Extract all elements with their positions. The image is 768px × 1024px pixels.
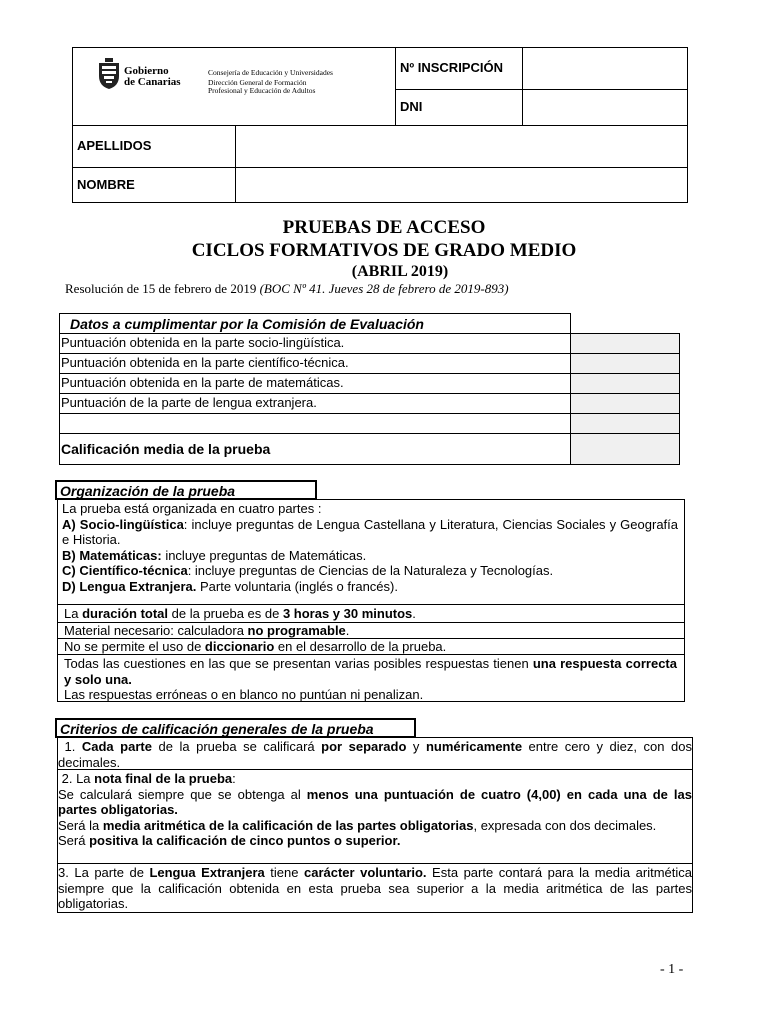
organization-note: Las respuestas erróneas o en blanco no puntúan ni penalizan. xyxy=(64,687,424,702)
organization-duration: La duración total de la prueba es de 3 horas y 30 minutos. xyxy=(64,606,416,621)
inscripcion-field[interactable] xyxy=(524,49,686,88)
org-part-a: A) Socio-lingüística: incluye preguntas de Lengua Castellana y Literatura, Ciencias Sociales y Geografía e Historia. xyxy=(62,516,678,547)
eval-score-4[interactable] xyxy=(570,393,680,414)
header-hline-2 xyxy=(72,125,688,126)
eval-row-1 xyxy=(59,333,571,354)
criteria-2-positive: Será positiva la calificación de cinco puntos o superior. xyxy=(58,833,401,848)
nombre-field[interactable] xyxy=(237,169,686,202)
eval-row-4-label: Puntuación de la parte de lengua extranjera. xyxy=(61,395,317,410)
resolution-ref: (BOC Nº 41. Jueves 28 de febrero de 2019-893) xyxy=(259,281,509,296)
criteria-2-cell xyxy=(57,769,693,864)
organization-duration-cell xyxy=(57,604,685,623)
dept-text-3: Profesional y Educación de Adultos xyxy=(208,86,316,95)
organization-heading: Organización de la prueba xyxy=(60,483,236,499)
government-logo xyxy=(96,58,122,90)
eval-row-3 xyxy=(59,373,571,394)
criteria-1: 1. Cada parte de la prueba se calificará por separado y numéricamente entre cero y diez, con dos decimales. xyxy=(58,739,692,770)
organization-heading-cell xyxy=(55,480,317,500)
page-number: - 1 - xyxy=(660,962,684,977)
eval-score-3[interactable] xyxy=(570,373,680,394)
eval-row-5 xyxy=(59,413,571,434)
eval-average-row xyxy=(59,433,571,465)
eval-score-2[interactable] xyxy=(570,353,680,374)
eval-average-label: Calificación media de la prueba xyxy=(61,441,271,457)
dept-text-2: Dirección General de Formación xyxy=(208,78,307,87)
org-part-c: C) Científico-técnica: incluye preguntas de Ciencias de la Naturaleza y Tecnologías. xyxy=(62,563,554,578)
inscripcion-label: Nº INSCRIPCIÓN xyxy=(400,60,503,75)
criteria-heading: Criterios de calificación generales de la prueba xyxy=(60,721,374,737)
title-line-1: PRUEBAS DE ACCESO xyxy=(282,217,486,238)
organization-dictionary: No se permite el uso de diccionario en el desarrollo de la prueba. xyxy=(64,639,447,654)
title-line-2: CICLOS FORMATIVOS DE GRADO MEDIO xyxy=(191,240,577,261)
organization-questions-cell xyxy=(57,654,685,702)
organization-parts xyxy=(62,501,678,594)
criteria-heading-cell xyxy=(55,718,416,738)
org-intro: La prueba está organizada en cuatro partes : xyxy=(62,501,322,516)
header-vline-3 xyxy=(235,125,236,203)
eval-average-score[interactable] xyxy=(570,433,680,465)
resolution-text: Resolución de 15 de febrero de 2019 xyxy=(65,281,257,296)
coat-of-arms-icon xyxy=(96,58,122,90)
eval-row-2 xyxy=(59,353,571,374)
eval-score-1[interactable] xyxy=(570,333,680,354)
organization-parts-cell xyxy=(57,499,685,605)
logo-text-2: de Canarias xyxy=(124,76,181,88)
eval-row-4 xyxy=(59,393,571,414)
org-part-d: D) Lengua Extranjera. Parte voluntaria (inglés o francés). xyxy=(62,578,398,594)
criteria-3: 3. La parte de Lengua Extranjera tiene carácter voluntario. Esta parte contará para la media aritmética siempre que la calificación obtenida en esta prueba sea superior a la media aritmética de las partes obligatorias. xyxy=(58,865,693,911)
apellidos-field[interactable] xyxy=(237,127,686,166)
org-part-b: B) Matemáticas: incluye preguntas de Matemáticas. xyxy=(62,547,367,563)
logo-text-1: Gobierno xyxy=(124,65,169,77)
organization-material-cell xyxy=(57,622,685,639)
eval-row-1-label: Puntuación obtenida en la parte socio-lingüística. xyxy=(61,335,345,350)
apellidos-label: APELLIDOS xyxy=(77,138,152,153)
evaluation-heading-cell xyxy=(59,313,571,334)
header-vline-1 xyxy=(395,47,396,126)
organization-dictionary-cell xyxy=(57,638,685,655)
criteria-2-average: Será la media aritmética de la calificación de las partes obligatorias, expresada con dos decimales. xyxy=(58,817,657,833)
criteria-2 xyxy=(58,771,692,849)
title-line-3: (ABRIL 2019) xyxy=(351,263,449,280)
header-hline-3 xyxy=(235,167,688,168)
organization-questions: Todas las cuestiones en las que se presentan varias posibles respuestas tienen una respuesta correcta y solo una. Las respuestas erróneas o en blanco no puntúan ni penalizan. xyxy=(64,656,677,702)
header-vline-2 xyxy=(522,47,523,126)
resolution-line xyxy=(65,281,509,297)
eval-row-2-label: Puntuación obtenida en la parte científico-técnica. xyxy=(61,355,349,370)
criteria-2-condition: Se calculará siempre que se obtenga al menos una puntuación de cuatro (4,00) en cada una de las partes obligatorias. xyxy=(58,786,692,817)
evaluation-heading: Datos a cumplimentar por la Comisión de Evaluación xyxy=(70,316,424,332)
organization-material: Material necesario: calculadora no programable. xyxy=(64,623,350,638)
nombre-label: NOMBRE xyxy=(77,177,135,192)
dept-text-1: Consejería de Educación y Universidades xyxy=(208,68,333,77)
eval-score-5[interactable] xyxy=(570,413,680,434)
header-hline-3b xyxy=(72,167,235,168)
criteria-1-cell xyxy=(57,737,693,770)
header-hline-1 xyxy=(395,89,688,90)
dni-label: DNI xyxy=(400,99,423,114)
criteria-3-cell xyxy=(57,863,693,913)
eval-row-3-label: Puntuación obtenida en la parte de matemáticas. xyxy=(61,375,344,390)
dni-field[interactable] xyxy=(524,91,686,124)
criteria-2-title: 2. La nota final de la prueba: xyxy=(61,771,236,786)
